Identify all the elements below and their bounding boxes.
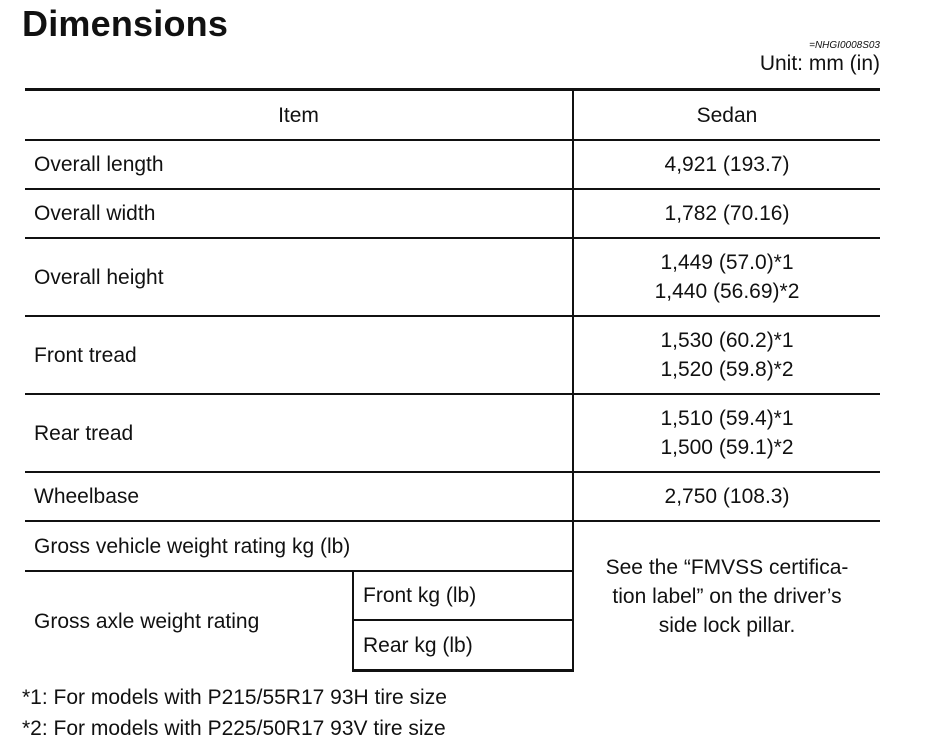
header-sedan: Sedan xyxy=(573,90,880,141)
value-line: 1,510 (59.4)*1 xyxy=(660,407,794,430)
table-row xyxy=(25,394,880,472)
row-label-wheelbase: Wheelbase xyxy=(25,472,573,521)
note-line: side lock pillar. xyxy=(658,613,796,637)
row-value-overall-height xyxy=(573,238,880,316)
header-item: Item xyxy=(25,90,573,141)
value-line: 1,530 (60.2)*1 xyxy=(660,329,794,352)
row-label-overall-length: Overall length xyxy=(25,140,573,189)
row-label-gawr-rear: Rear kg (lb) xyxy=(353,620,573,671)
row-value-front-tread xyxy=(573,316,880,394)
table-row xyxy=(25,238,880,316)
row-value-overall-length: 4,921 (193.7) xyxy=(573,140,880,189)
table-row xyxy=(25,316,880,394)
row-label-rear-tread: Rear tread xyxy=(25,394,573,472)
footnote-1: *1: For models with P215/55R17 93H tire size xyxy=(22,686,447,709)
row-label-gvwr: Gross vehicle weight rating kg (lb) xyxy=(25,521,573,571)
note-line: See the “FMVSS certifica- xyxy=(605,555,849,579)
row-value-overall-width: 1,782 (70.16) xyxy=(573,189,880,238)
table-row xyxy=(25,521,880,571)
footnote-2: *2: For models with P225/50R17 93V tire size xyxy=(22,717,446,740)
table-row xyxy=(25,140,880,189)
row-label-gawr-front: Front kg (lb) xyxy=(353,571,573,620)
value-line: 1,449 (57.0)*1 xyxy=(660,251,794,274)
value-line: 1,440 (56.69)*2 xyxy=(654,280,800,303)
note-line: tion label” on the driver’s xyxy=(612,584,842,608)
value-line: 1,520 (59.8)*2 xyxy=(660,358,794,381)
value-line: 1,500 (59.1)*2 xyxy=(660,436,794,459)
reference-code: =NHGI0008S03 xyxy=(809,40,880,51)
row-value-wheelbase: 2,750 (108.3) xyxy=(573,472,880,521)
page-title: Dimensions xyxy=(22,3,229,44)
row-label-overall-height: Overall height xyxy=(25,238,573,316)
weight-rating-note xyxy=(573,521,880,671)
unit-label: Unit: mm (in) xyxy=(759,52,880,75)
row-value-rear-tread xyxy=(573,394,880,472)
footnotes xyxy=(22,682,447,744)
row-label-overall-width: Overall width xyxy=(25,189,573,238)
dimensions-table xyxy=(25,88,880,672)
table-row xyxy=(25,472,880,521)
row-label-front-tread: Front tread xyxy=(25,316,573,394)
table-row xyxy=(25,189,880,238)
table-header-row xyxy=(25,90,880,141)
row-label-gawr: Gross axle weight rating xyxy=(25,571,353,671)
